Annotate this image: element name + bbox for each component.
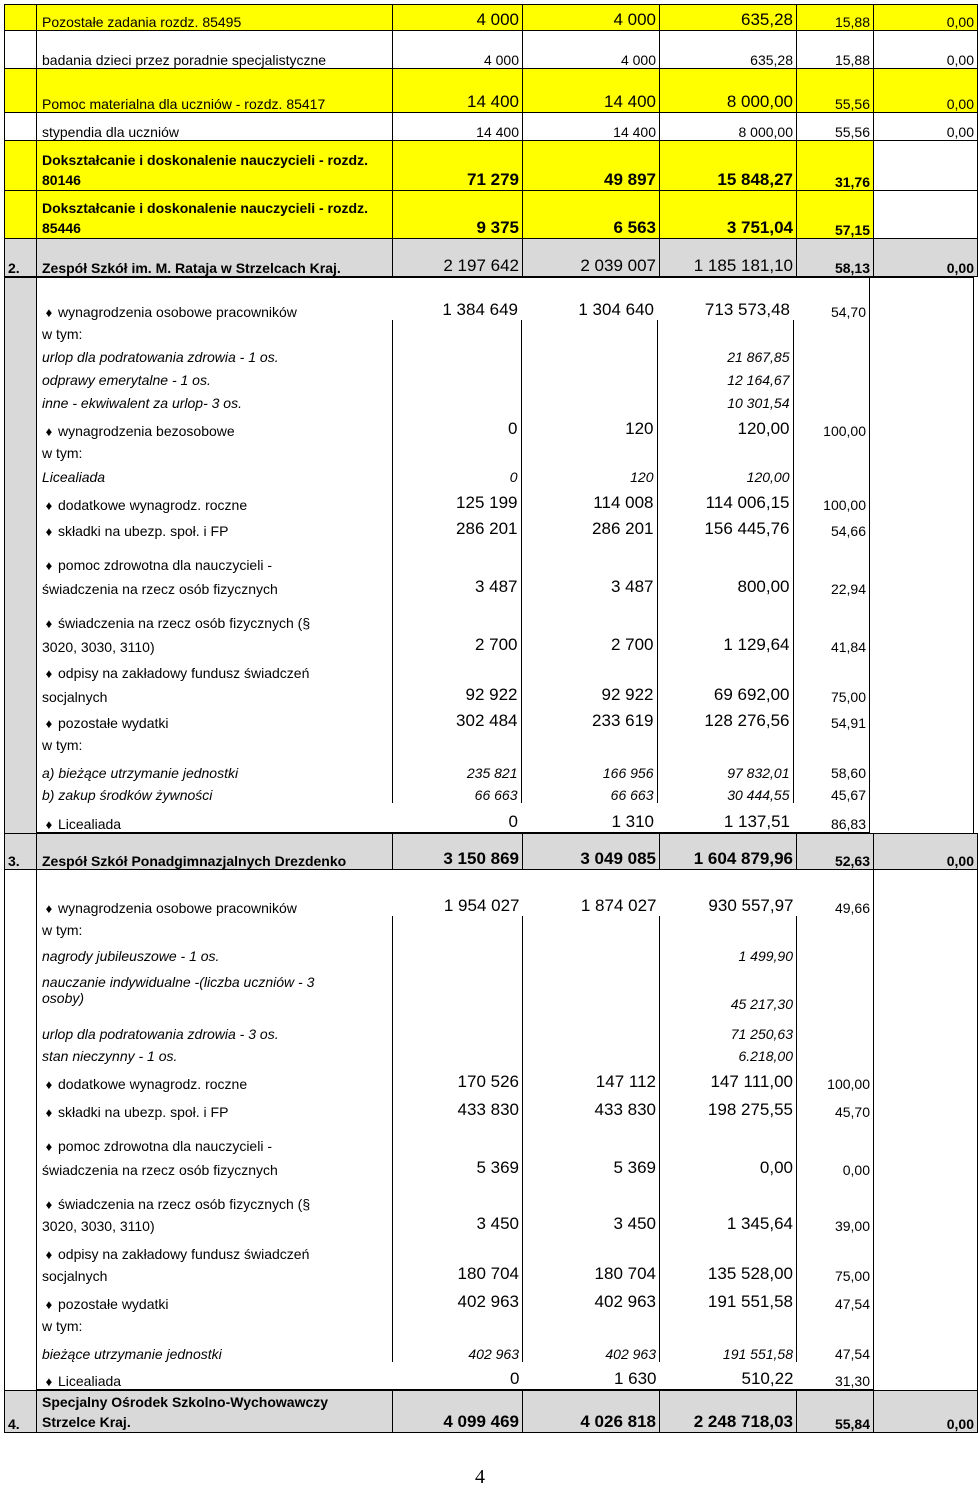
- w-tym-label: w tym:: [37, 1312, 393, 1334]
- row-label-cont: osoby): [37, 990, 393, 1012]
- w-tym-label: w tym:: [37, 916, 393, 938]
- cell-executed: 198 275,55: [660, 1092, 797, 1120]
- cell-executed: 191 551,58: [660, 1334, 797, 1362]
- cell-executed: 114 006,15: [657, 485, 793, 513]
- cell-executed: 191 551,58: [660, 1284, 797, 1312]
- cell-plan-after: 49 897: [523, 141, 660, 191]
- cell-plan: 302 484: [392, 705, 521, 731]
- row-pomoc-materialna: [5, 69, 978, 113]
- row-label: pozostałe wydatki: [58, 714, 169, 731]
- row-badania-dzieci: [5, 31, 978, 69]
- cell-percent: 31,76: [797, 141, 874, 191]
- row-label: odprawy emerytalne - 1 os.: [37, 365, 393, 388]
- cell-percent: 86,83: [793, 803, 870, 833]
- cell-plan-after: 3 487: [521, 573, 657, 597]
- row-label-cont: 3020, 3030, 3110): [37, 631, 393, 655]
- cell-plan: 286 201: [392, 513, 521, 539]
- cell-plan: 402 963: [393, 1284, 523, 1312]
- row-label: Licealiada: [58, 816, 122, 832]
- section-number: 2.: [5, 239, 37, 277]
- bullet-icon: ♦: [45, 817, 53, 832]
- cell-percent: 54,70: [793, 278, 870, 320]
- cell-percent: 55,56: [797, 69, 874, 113]
- cell-executed: 71 250,63: [660, 1012, 797, 1042]
- cell-executed: 147 111,00: [660, 1064, 797, 1092]
- row-label: składki na ubezp. społ. i FP: [58, 522, 229, 539]
- cell-plan-after: 14 400: [523, 113, 660, 141]
- bullet-icon: ♦: [45, 557, 53, 573]
- cell-plan: 1 954 027: [393, 870, 523, 916]
- row-label: dodatkowe wynagrodz. roczne: [58, 496, 248, 513]
- cell-plan: 3 150 869: [393, 834, 523, 870]
- cell-plan: 4 000: [393, 31, 523, 69]
- row-label: b) zakup środków żywności: [37, 781, 393, 803]
- section-title-cont: Strzelce Kraj.: [42, 1414, 131, 1430]
- cell-executed: 0,00: [660, 1154, 797, 1178]
- section-4-header: [5, 1391, 978, 1433]
- cell-executed: 1 185 181,10: [660, 239, 797, 277]
- cell-plan: 0: [392, 411, 521, 439]
- row-label: badania dzieci przez poradnie specjalistyczne: [37, 31, 393, 69]
- row-label: Pozostałe zadania rozdz. 85495: [37, 5, 393, 31]
- row-label: wynagrodzenia osobowe pracowników: [58, 899, 297, 916]
- cell-plan-after: 1 630: [523, 1362, 660, 1390]
- section-3: [4, 833, 978, 1390]
- cell-executed: 128 276,56: [657, 705, 793, 731]
- cell-plan: 0: [392, 461, 521, 485]
- cell-plan-after: 2 039 007: [523, 239, 660, 277]
- bullet-icon: ♦: [45, 900, 53, 916]
- section-title: Specjalny Ośrodek Szkolno-Wychowawczy: [42, 1394, 329, 1410]
- section-title: Zespół Szkół Ponadgimnazjalnych Drezdenko: [37, 834, 393, 870]
- row-pozostale-zadania: [5, 5, 978, 31]
- cell-plan: 180 704: [393, 1262, 523, 1284]
- cell-plan: 14 400: [393, 113, 523, 141]
- cell-percent: 54,66: [793, 513, 870, 539]
- cell-debt: 0,00: [874, 834, 978, 870]
- cell-debt: [874, 141, 978, 191]
- row-label: wynagrodzenia osobowe pracowników: [58, 303, 297, 320]
- cell-plan-after: 286 201: [521, 513, 657, 539]
- row-label: inne - ekwiwalent za urlop- 3 os.: [37, 388, 393, 411]
- row-dokszt-80146: [5, 141, 978, 191]
- bullet-icon: ♦: [45, 304, 53, 320]
- cell-plan-after: 120: [521, 411, 657, 439]
- cell-plan: 3 450: [393, 1212, 523, 1234]
- cell-plan-after: 402 963: [523, 1334, 660, 1362]
- bullet-icon: ♦: [45, 1374, 53, 1389]
- cell-plan: 125 199: [392, 485, 521, 513]
- cell-debt: 0,00: [874, 239, 978, 277]
- cell-plan: 2 700: [392, 631, 521, 655]
- cell-plan: 66 663: [392, 781, 521, 803]
- cell-percent: 47,54: [797, 1284, 874, 1312]
- cell-executed: 21 867,85: [657, 342, 793, 365]
- cell-percent: 100,00: [793, 485, 870, 513]
- cell-executed: 1 129,64: [657, 631, 793, 655]
- cell-plan: 2 197 642: [393, 239, 523, 277]
- cell-executed: 1 137,51: [657, 803, 793, 833]
- cell-plan: 0: [393, 1362, 523, 1390]
- cell-debt: 0,00: [874, 69, 978, 113]
- cell-debt: 0,00: [874, 1391, 978, 1433]
- cell-plan: 3 487: [392, 573, 521, 597]
- row-label-cont: socjalnych: [37, 1262, 393, 1284]
- row-label-cont: świadczenia na rzecz osób fizycznych: [37, 573, 393, 597]
- cell-executed: 510,22: [660, 1362, 797, 1390]
- cell-plan-after: 3 049 085: [523, 834, 660, 870]
- section-3-header: [5, 834, 978, 870]
- cell-executed: 120,00: [657, 411, 793, 439]
- row-label-cont: socjalnych: [37, 681, 393, 705]
- row-label-cont: świadczenia na rzecz osób fizycznych: [37, 1154, 393, 1178]
- cell-plan: 402 963: [393, 1334, 523, 1362]
- row-label: odpisy na zakładowy fundusz świadczeń: [58, 1245, 310, 1262]
- cell-plan-after: 14 400: [523, 69, 660, 113]
- bullet-icon: ♦: [45, 1104, 53, 1120]
- cell-plan: 1 384 649: [392, 278, 521, 320]
- row-label: Pomoc materialna dla uczniów - rozdz. 85417: [37, 69, 393, 113]
- cell-plan-after: 114 008: [521, 485, 657, 513]
- cell-plan-after: 4 000: [523, 31, 660, 69]
- cell-plan-after: 2 700: [521, 631, 657, 655]
- cell-percent: 75,00: [797, 1262, 874, 1284]
- cell-executed: 635,28: [660, 5, 797, 31]
- cell-plan-after: 4 026 818: [523, 1391, 660, 1433]
- cell-percent: 45,70: [797, 1092, 874, 1120]
- bullet-icon: ♦: [45, 497, 53, 513]
- bullet-icon: ♦: [45, 523, 53, 539]
- w-tym-label: w tym:: [37, 320, 393, 342]
- cell-plan: 235 821: [392, 753, 521, 781]
- cell-plan-after: 6 563: [523, 191, 660, 239]
- cell-executed: 30 444,55: [657, 781, 793, 803]
- row-label: Licealiada: [58, 1373, 122, 1389]
- row-label: świadczenia na rzecz osób fizycznych (§: [58, 614, 311, 631]
- cell-percent: 52,63: [797, 834, 874, 870]
- row-label: urlop dla podratowania zdrowia - 1 os.: [37, 342, 393, 365]
- row-label: wynagrodzenia bezosobowe: [58, 422, 235, 439]
- cell-executed: 635,28: [660, 31, 797, 69]
- section-number: 4.: [5, 1391, 37, 1433]
- cell-plan-after: 433 830: [523, 1092, 660, 1120]
- cell-executed: 10 301,54: [657, 388, 793, 411]
- section-2-header: [5, 239, 978, 277]
- section-title: Zespół Szkół im. M. Rataja w Strzelcach Kraj.: [37, 239, 393, 277]
- section-2-body: [4, 277, 974, 833]
- cell-plan: 92 922: [392, 681, 521, 705]
- cell-plan-after: 180 704: [523, 1262, 660, 1284]
- row-label: składki na ubezp. społ. i FP: [58, 1103, 229, 1120]
- cell-percent: 41,84: [793, 631, 870, 655]
- cell-plan-after: 166 956: [521, 753, 657, 781]
- cell-debt: 0,00: [874, 113, 978, 141]
- cell-executed: 3 751,04: [660, 191, 797, 239]
- cell-executed: 69 692,00: [657, 681, 793, 705]
- cell-executed: 8 000,00: [660, 69, 797, 113]
- cell-percent: 22,94: [793, 573, 870, 597]
- cell-plan-after: 233 619: [521, 705, 657, 731]
- cell-percent: 55,84: [797, 1391, 874, 1433]
- w-tym-label: w tym:: [37, 731, 393, 753]
- row-label: stypendia dla uczniów: [37, 113, 393, 141]
- cell-percent: 0,00: [797, 1154, 874, 1178]
- cell-debt: 0,00: [874, 31, 978, 69]
- cell-plan-after: 147 112: [523, 1064, 660, 1092]
- cell-plan: 14 400: [393, 69, 523, 113]
- cell-executed: 6.218,00: [660, 1042, 797, 1064]
- row-label: pozostałe wydatki: [58, 1295, 169, 1312]
- row-wyn-osobowe: [5, 278, 974, 320]
- cell-plan-after: 120: [521, 461, 657, 485]
- bullet-icon: ♦: [45, 715, 53, 731]
- row-label: Dokształcanie i doskonalenie nauczycieli - rozdz. 85446: [37, 191, 393, 239]
- cell-percent: 15,88: [797, 5, 874, 31]
- cell-percent: 31,30: [797, 1362, 874, 1390]
- cell-plan: 170 526: [393, 1064, 523, 1092]
- cell-executed: 2 248 718,03: [660, 1391, 797, 1433]
- cell-plan-after: 1 874 027: [523, 870, 660, 916]
- bullet-icon: ♦: [45, 1138, 53, 1154]
- cell-percent: 49,66: [797, 870, 874, 916]
- cell-executed: 713 573,48: [657, 278, 793, 320]
- cell-executed: 15 848,27: [660, 141, 797, 191]
- cell-executed: 930 557,97: [660, 870, 797, 916]
- expense-table: [4, 4, 978, 277]
- cell-percent: 55,56: [797, 113, 874, 141]
- cell-executed: 12 164,67: [657, 365, 793, 388]
- cell-percent: 54,91: [793, 705, 870, 731]
- row-label: nagrody jubileuszowe - 1 os.: [37, 938, 393, 964]
- row-label: urlop dla podratowania zdrowia - 3 os.: [37, 1012, 393, 1042]
- cell-percent: 15,88: [797, 31, 874, 69]
- cell-plan: 5 369: [393, 1154, 523, 1178]
- cell-plan: 4 099 469: [393, 1391, 523, 1433]
- cell-percent: 58,60: [793, 753, 870, 781]
- cell-percent: 45,67: [793, 781, 870, 803]
- cell-plan-after: 4 000: [523, 5, 660, 31]
- cell-executed: 8 000,00: [660, 113, 797, 141]
- row-label: a) bieżące utrzymanie jednostki: [37, 753, 393, 781]
- row-label: dodatkowe wynagrodz. roczne: [58, 1075, 248, 1092]
- cell-executed: 1 345,64: [660, 1212, 797, 1234]
- row-label: Dokształcanie i doskonalenie nauczycieli - rozdz. 80146: [37, 141, 393, 191]
- cell-plan: 433 830: [393, 1092, 523, 1120]
- cell-plan-after: 3 450: [523, 1212, 660, 1234]
- bullet-icon: ♦: [45, 1296, 53, 1312]
- row-label: pomoc zdrowotna dla nauczycieli -: [58, 1137, 272, 1154]
- cell-plan-after: 66 663: [521, 781, 657, 803]
- cell-debt: [874, 191, 978, 239]
- row-label: świadczenia na rzecz osób fizycznych (§: [58, 1195, 311, 1212]
- cell-executed: 1 604 879,96: [660, 834, 797, 870]
- row-label: Licealiada: [37, 461, 393, 485]
- section-4: [4, 1390, 978, 1433]
- cell-plan: 9 375: [393, 191, 523, 239]
- cell-executed: 1 499,90: [660, 938, 797, 964]
- bullet-icon: ♦: [45, 1196, 53, 1212]
- cell-percent: 57,15: [797, 191, 874, 239]
- row-label: nauczanie indywidualne -(liczba uczniów - 3: [37, 964, 393, 990]
- cell-plan-after: 5 369: [523, 1154, 660, 1178]
- cell-debt: 0,00: [874, 5, 978, 31]
- cell-percent: 47,54: [797, 1334, 874, 1362]
- row-dokszt-85446: [5, 191, 978, 239]
- cell-executed: 156 445,76: [657, 513, 793, 539]
- cell-executed: 135 528,00: [660, 1262, 797, 1284]
- bullet-icon: ♦: [45, 615, 53, 631]
- budget-report-table: [4, 4, 974, 1433]
- row-label: odpisy na zakładowy fundusz świadczeń: [58, 664, 310, 681]
- cell-plan: 71 279: [393, 141, 523, 191]
- cell-executed: 97 832,01: [657, 753, 793, 781]
- row-label-cont: 3020, 3030, 3110): [37, 1212, 393, 1234]
- cell-percent: 100,00: [797, 1064, 874, 1092]
- cell-plan: 0: [392, 803, 521, 833]
- w-tym-label: w tym:: [37, 439, 393, 461]
- cell-percent: 39,00: [797, 1212, 874, 1234]
- cell-executed: 120,00: [657, 461, 793, 485]
- page-number: 4: [475, 1466, 485, 1488]
- section-number: 3.: [5, 834, 37, 870]
- cell-percent: 58,13: [797, 239, 874, 277]
- row-label: pomoc zdrowotna dla nauczycieli -: [58, 556, 272, 573]
- bullet-icon: ♦: [45, 1246, 53, 1262]
- cell-executed: 800,00: [657, 573, 793, 597]
- bullet-icon: ♦: [45, 665, 53, 681]
- cell-executed: 45 217,30: [660, 990, 797, 1012]
- cell-plan: 4 000: [393, 5, 523, 31]
- cell-percent: 75,00: [793, 681, 870, 705]
- row-label: stan nieczynny - 1 os.: [37, 1042, 393, 1064]
- cell-percent: 100,00: [793, 411, 870, 439]
- cell-plan-after: 92 922: [521, 681, 657, 705]
- row-label: bieżące utrzymanie jednostki: [37, 1334, 393, 1362]
- bullet-icon: ♦: [45, 1076, 53, 1092]
- bullet-icon: ♦: [45, 423, 53, 439]
- cell-plan-after: 402 963: [523, 1284, 660, 1312]
- cell-plan-after: 1 304 640: [521, 278, 657, 320]
- cell-plan-after: 1 310: [521, 803, 657, 833]
- row-stypendia: [5, 113, 978, 141]
